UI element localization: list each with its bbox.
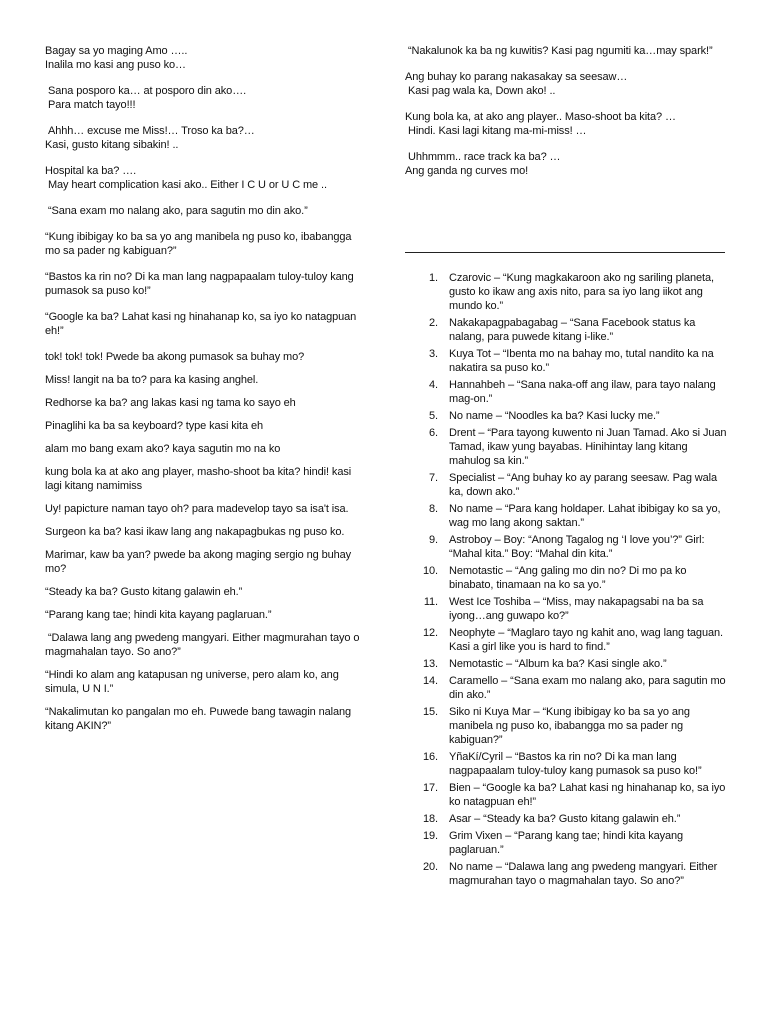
list-item-number: 9. (429, 534, 438, 546)
line-paragraph: Surgeon ka ba? kasi ikaw lang ang nakapagbukas ng puso ko. (45, 526, 345, 538)
list-item (412, 657, 732, 671)
line-paragraph: “Steady ka ba? Gusto kitang galawin eh.” (45, 586, 243, 598)
line-paragraph: “Sana exam mo nalang ako, para sagutin mo din ako.” (45, 205, 308, 217)
list-item (412, 347, 732, 375)
list-item-text: YñaKí/Cyril – “Bastos ka rin no? Di ka man lang nagpapaalam tuloy-tuloy kang pumasok sa puso ko!” (449, 751, 702, 777)
list-item-number: 10. (423, 565, 438, 577)
list-item-text: Kuya Tot – “Ibenta mo na bahay mo, tutal nandito ka na nakatira sa puso ko.” (449, 348, 717, 374)
list-item (412, 271, 732, 313)
list-item-number: 14. (423, 675, 438, 687)
list-item-number: 1. (429, 272, 438, 284)
line-paragraph: “Bastos ka rin no? Di ka man lang nagpapaalam tuloy-tuloy kang pumasok sa puso ko!” (45, 271, 357, 297)
list-item-number: 3. (429, 348, 438, 360)
list-item (412, 426, 732, 468)
list-item-text: Drent – “Para tayong kuwento ni Juan Tamad. Ako si Juan Tamad, ikaw yung bayabas. Hinihintay lang kitang mahulog sa kin.” (449, 427, 730, 467)
line-paragraph: Kung bola ka, at ako ang player.. Maso-shoot ba kita? … Hindi. Kasi lagi kitang ma-mi-miss! … (405, 111, 676, 137)
line-paragraph: alam mo bang exam ako? kaya sagutin mo na ko (45, 443, 281, 455)
list-item-number: 20. (423, 861, 438, 873)
numbered-list (412, 271, 732, 891)
list-item-text: Specialist – “Ang buhay ko ay parang seesaw. Pag wala ka, down ako.” (449, 472, 721, 498)
line-paragraph: “Google ka ba? Lahat kasi ng hinahanap ko, sa iyo ko natagpuan eh!” (45, 311, 360, 337)
list-item-number: 19. (423, 830, 438, 842)
line-paragraph: “Dalawa lang ang pwedeng mangyari. Either magmurahan tayo o magmahalan tayo. So ano?” (45, 632, 363, 658)
list-item (412, 533, 732, 561)
list-item (412, 705, 732, 747)
list-item (412, 812, 732, 826)
line-paragraph: “Nakalimutan ko pangalan mo eh. Puwede bang tawagin nalang kitang AKIN?” (45, 706, 355, 732)
list-item-text: No name – “Dalawa lang ang pwedeng mangyari. Either magmurahan tayo o magmahalan tayo. So ano?” (449, 861, 721, 887)
list-item-number: 8. (429, 503, 438, 515)
list-item-number: 5. (429, 410, 438, 422)
list-item-number: 16. (423, 751, 438, 763)
list-item-text: Czarovic – “Kung magkakaroon ako ng sariling planeta, gusto ko ikaw ang axis nito, para sa iyo lang iikot ang mundo ko.” (449, 272, 717, 312)
line-paragraph: Pinaglihi ka ba sa keyboard? type kasi kita eh (45, 420, 263, 432)
list-item (412, 564, 732, 592)
list-item (412, 378, 732, 406)
line-paragraph: Hospital ka ba? …. May heart complication kasi ako.. Either I C U or U C me .. (45, 165, 327, 191)
list-item-text: No name – “Noodles ka ba? Kasi lucky me.” (449, 410, 660, 422)
list-item-number: 2. (429, 317, 438, 329)
line-paragraph: “Kung ibibigay ko ba sa yo ang manibela ng puso ko, ibabangga mo sa pader ng kabiguan?” (45, 231, 355, 257)
line-paragraph: “Nakalunok ka ba ng kuwitis? Kasi pag ngumiti ka…may spark!” (405, 45, 713, 57)
list-item (412, 316, 732, 344)
line-paragraph: kung bola ka at ako ang player, masho-shoot ba kita? hindi! kasi lagi kitang namimiss (45, 466, 355, 492)
list-item-number: 13. (423, 658, 438, 670)
list-item (412, 674, 732, 702)
list-item-text: Neophyte – “Maglaro tayo ng kahit ano, wag lang taguan. Kasi a girl like you is hard to find.” (449, 627, 726, 653)
list-item-text: Grim Vixen – “Parang kang tae; hindi kita kayang paglaruan.” (449, 830, 687, 856)
line-paragraph: Uy! papicture naman tayo oh? para madevelop tayo sa isa't isa. (45, 503, 349, 515)
list-item-text: Asar – “Steady ka ba? Gusto kitang galawin eh.” (449, 813, 681, 825)
list-item (412, 860, 732, 888)
list-item-number: 12. (423, 627, 438, 639)
list-item (412, 829, 732, 857)
line-paragraph: “Hindi ko alam ang katapusan ng universe, pero alam ko, ang simula, U N I.” (45, 669, 342, 695)
left-column (45, 44, 365, 742)
list-item-text: Nemotastic – “Album ka ba? Kasi single ako.” (449, 658, 667, 670)
line-paragraph: Redhorse ka ba? ang lakas kasi ng tama ko sayo eh (45, 397, 296, 409)
list-item-number: 18. (423, 813, 438, 825)
line-paragraph: Uhhmmm.. race track ka ba? … Ang ganda ng curves mo! (405, 151, 561, 177)
list-item (412, 781, 732, 809)
divider-line (405, 252, 725, 253)
list-item-number: 4. (429, 379, 438, 391)
line-paragraph: “Parang kang tae; hindi kita kayang paglaruan.” (45, 609, 272, 621)
list-item-number: 15. (423, 706, 438, 718)
list-item-text: West Ice Toshiba – “Miss, may nakapagsabi na ba sa iyong…ang guwapo ko?” (449, 596, 707, 622)
list-item-text: Siko ni Kuya Mar – “Kung ibibigay ko ba sa yo ang manibela ng puso ko, ibabangga mo sa pader ng kabiguan?” (449, 706, 693, 746)
list-item (412, 409, 732, 423)
line-paragraph: Ahhh… excuse me Miss!… Troso ka ba?… Kasi, gusto kitang sibakin! .. (45, 125, 255, 151)
line-paragraph: Miss! langit na ba to? para ka kasing anghel. (45, 374, 259, 386)
list-item (412, 626, 732, 654)
list-item-text: Astroboy – Boy: “Anong Tagalog ng ‘I love you’?” Girl: “Mahal kita.” Boy: “Mahal din kita.” (449, 534, 708, 560)
list-item-text: No name – “Para kang holdaper. Lahat ibibigay ko sa yo, wag mo lang akong saktan.” (449, 503, 724, 529)
line-paragraph: Marimar, kaw ba yan? pwede ba akong maging sergio ng buhay mo? (45, 549, 355, 575)
line-paragraph: Bagay sa yo maging Amo ….. Inalila mo kasi ang puso ko… (45, 45, 188, 71)
right-column (405, 44, 735, 190)
list-item-text: Nemotastic – “Ang galing mo din no? Di mo pa ko binabato, tinamaan na ko sa yo.” (449, 565, 690, 591)
line-paragraph: Ang buhay ko parang nakasakay sa seesaw… Kasi pag wala ka, Down ako! .. (405, 71, 628, 97)
list-item (412, 595, 732, 623)
list-item (412, 471, 732, 499)
list-item-number: 6. (429, 427, 438, 439)
list-item-text: Caramello – “Sana exam mo nalang ako, para sagutin mo din ako.” (449, 675, 729, 701)
list-item-text: Nakakapagpabagabag – “Sana Facebook status ka nalang, para puwede kitang i-like.” (449, 317, 699, 343)
list-item (412, 502, 732, 530)
list-item-number: 11. (423, 596, 438, 608)
line-paragraph: tok! tok! tok! Pwede ba akong pumasok sa buhay mo? (45, 351, 305, 363)
list-item-text: Hannahbeh – “Sana naka-off ang ilaw, para tayo nalang mag-on.” (449, 379, 719, 405)
list-item-number: 17. (423, 782, 438, 794)
list-item-number: 7. (429, 472, 438, 484)
list-item (412, 750, 732, 778)
list-item-text: Bien – “Google ka ba? Lahat kasi ng hinahanap ko, sa iyo ko natagpuan eh!” (449, 782, 729, 808)
line-paragraph: Sana posporo ka… at posporo din ako…. Para match tayo!!! (47, 85, 247, 111)
